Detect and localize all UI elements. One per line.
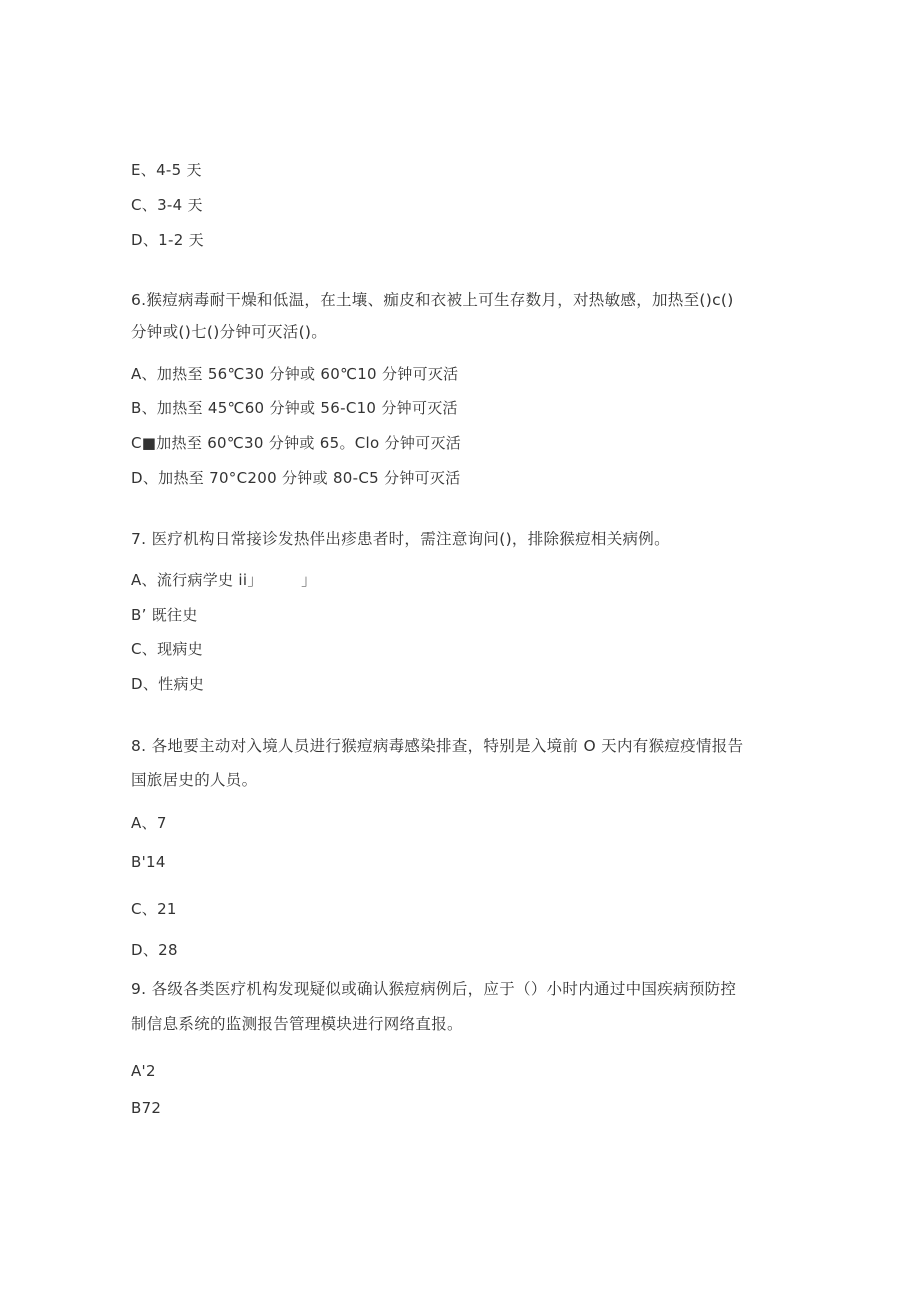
q6-stem-line2: 分钟或()七()分钟可灭活()。 <box>131 323 328 341</box>
q5-option-c: C、3-4 天 <box>131 196 203 214</box>
q6-option-b: B、加热至 45℃60 分钟或 56-C10 分钟可灭活 <box>131 399 458 417</box>
q8-option-d: D、28 <box>131 941 178 959</box>
q9-stem-line2: 制信息系统的监测报告管理模块进行网络直报。 <box>131 1015 463 1033</box>
q8-option-a: A、7 <box>131 814 167 832</box>
q8-stem-line2: 国旅居史的人员。 <box>131 771 258 789</box>
q9-option-a: A'2 <box>131 1062 156 1080</box>
q7-option-a: A、流行病学史 ii」 」 <box>131 571 317 589</box>
q8-option-c: C、21 <box>131 900 177 918</box>
q7-stem-line1: 7. 医疗机构日常接诊发热伴出疹患者时，需注意询问()，排除猴痘相关病例。 <box>131 530 670 548</box>
q7-option-c: C、现病史 <box>131 640 203 658</box>
q6-option-a: A、加热至 56℃30 分钟或 60℃10 分钟可灭活 <box>131 365 459 383</box>
q6-option-d: D、加热至 70°C200 分钟或 80-C5 分钟可灭活 <box>131 469 461 487</box>
q7-option-d: D、性病史 <box>131 675 205 693</box>
q6-option-c: C■加热至 60℃30 分钟或 65。Clo 分钟可灭活 <box>131 434 462 452</box>
q7-option-b: B’ 既往史 <box>131 606 198 624</box>
q8-stem-line1: 8. 各地要主动对入境人员进行猴痘病毒感染排查，特别是入境前 O 天内有猴痘疫情报告 <box>131 737 744 755</box>
q6-stem-line1: 6.猴痘病毒耐干燥和低温，在土壤、痂皮和衣被上可生存数月，对热敏感，加热至()c() <box>131 291 734 309</box>
q5-option-e: E、4-5 天 <box>131 161 202 179</box>
q9-stem-line1: 9. 各级各类医疗机构发现疑似或确认猴痘病例后，应于（）小时内通过中国疾病预防控 <box>131 980 737 998</box>
q8-option-b: B'14 <box>131 853 166 871</box>
q5-option-d: D、1-2 天 <box>131 231 204 249</box>
q9-option-b: B72 <box>131 1099 162 1117</box>
